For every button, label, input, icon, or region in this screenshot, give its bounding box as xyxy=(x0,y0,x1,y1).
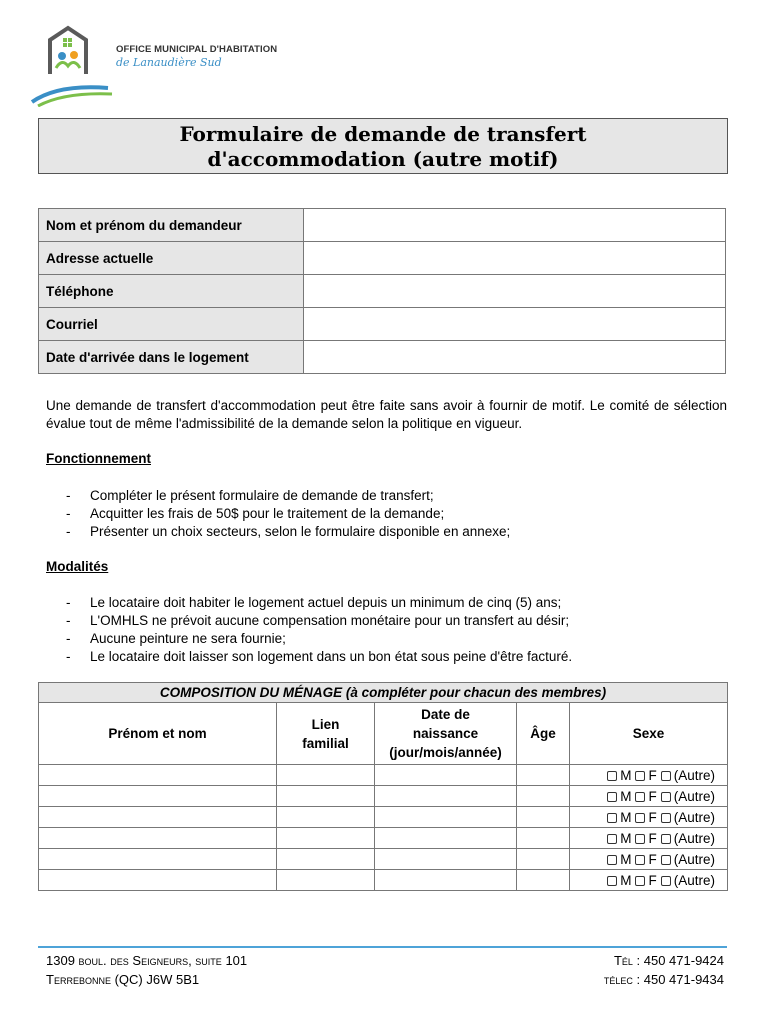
col-header-dob-l1: Date de xyxy=(421,707,470,722)
table-row xyxy=(39,308,726,341)
sex-option-label: F xyxy=(648,872,657,888)
list-item: - Acquitter les frais de 50$ pour le traitement de la demande; xyxy=(66,505,510,523)
applicant-info-table xyxy=(38,208,726,374)
member-age-cell[interactable] xyxy=(517,828,570,849)
org-name: OFFICE MUNICIPAL D'HABITATION xyxy=(116,44,278,55)
field-label: Nom et prénom du demandeur xyxy=(39,209,304,242)
sex-m-checkbox[interactable] xyxy=(607,771,617,781)
member-dob-cell[interactable] xyxy=(375,870,517,891)
member-age-cell[interactable] xyxy=(517,870,570,891)
sex-other-checkbox[interactable] xyxy=(661,834,671,844)
form-title-line1: Formulaire de demande de transfert xyxy=(179,122,587,146)
form-title-line2: d'accommodation (autre motif) xyxy=(207,147,559,171)
col-header-dob xyxy=(375,703,517,765)
list-item: - Présenter un choix secteurs, selon le formulaire disponible en annexe; xyxy=(66,523,510,541)
phone-field[interactable] xyxy=(304,275,726,308)
sex-f-checkbox[interactable] xyxy=(635,813,645,823)
address-street: boul. des Seigneurs, suite xyxy=(78,953,222,968)
member-relation-cell[interactable] xyxy=(277,807,375,828)
sex-option-label: M xyxy=(620,767,632,783)
arrival-date-field[interactable] xyxy=(304,341,726,374)
sex-other-checkbox[interactable] xyxy=(661,792,671,802)
household-caption: COMPOSITION DU MÉNAGE (à compléter pour chacun des membres) xyxy=(39,683,728,703)
sex-option-label: (Autre) xyxy=(673,788,715,804)
sex-option-label: F xyxy=(648,767,657,783)
table-row xyxy=(39,275,726,308)
sex-option-label: M xyxy=(620,872,632,888)
section-heading-modalites: Modalités xyxy=(46,559,109,574)
col-header-name: Prénom et nom xyxy=(39,703,277,765)
sex-m-checkbox[interactable] xyxy=(607,876,617,886)
phone-number: 450 471-9424 xyxy=(643,953,724,968)
sex-option-label: F xyxy=(648,788,657,804)
section-heading-fonctionnement: Fonctionnement xyxy=(46,451,151,466)
sex-option-label: M xyxy=(620,851,632,867)
sex-m-checkbox[interactable] xyxy=(607,792,617,802)
modalites-list xyxy=(66,594,572,666)
sex-option-label: M xyxy=(620,830,632,846)
member-relation-cell[interactable] xyxy=(277,828,375,849)
member-age-cell[interactable] xyxy=(517,786,570,807)
sex-f-checkbox[interactable] xyxy=(635,771,645,781)
member-name-cell[interactable] xyxy=(39,786,277,807)
member-age-cell[interactable] xyxy=(517,765,570,786)
member-name-cell[interactable] xyxy=(39,828,277,849)
phone-label: Tél : xyxy=(613,953,641,968)
member-sex-cell xyxy=(570,849,728,870)
footer-phone xyxy=(614,953,724,968)
footer-fax xyxy=(604,972,724,987)
address-number: 1309 xyxy=(46,953,75,968)
applicant-name-field[interactable] xyxy=(304,209,726,242)
sex-option-label: F xyxy=(648,830,657,846)
member-sex-cell xyxy=(570,870,728,891)
table-row xyxy=(39,341,726,374)
table-row xyxy=(39,849,728,870)
list-item: - Compléter le présent formulaire de demande de transfert; xyxy=(66,487,510,505)
table-row xyxy=(39,242,726,275)
form-title-box xyxy=(38,118,728,174)
table-row xyxy=(39,765,728,786)
fax-number: 450 471-9434 xyxy=(643,972,724,987)
col-header-relation-l1: Lien xyxy=(311,716,340,732)
intro-paragraph: Une demande de transfert d'accommodation peut être faite sans avoir à fournir de motif. Le comité de sélection évalue tout de même l'admissibilité de la demande selon la politique en vigueur. xyxy=(46,398,727,431)
sex-option-label: M xyxy=(620,809,632,825)
address-postal: (QC) J6W 5B1 xyxy=(114,972,200,987)
table-row xyxy=(39,807,728,828)
sex-option-label: F xyxy=(648,809,657,825)
email-field[interactable] xyxy=(304,308,726,341)
member-dob-cell[interactable] xyxy=(375,828,517,849)
address-city: Terrebonne xyxy=(46,972,111,987)
field-label: Courriel xyxy=(39,308,304,341)
col-header-dob-l2: naissance xyxy=(412,726,479,741)
sex-f-checkbox[interactable] xyxy=(635,876,645,886)
table-row xyxy=(39,870,728,891)
member-relation-cell[interactable] xyxy=(277,849,375,870)
member-sex-cell xyxy=(570,828,728,849)
sex-other-checkbox[interactable] xyxy=(661,855,671,865)
member-relation-cell[interactable] xyxy=(277,870,375,891)
field-label: Adresse actuelle xyxy=(39,242,304,275)
member-dob-cell[interactable] xyxy=(375,786,517,807)
footer-address-line1 xyxy=(46,953,247,968)
member-age-cell[interactable] xyxy=(517,807,570,828)
sex-m-checkbox[interactable] xyxy=(607,813,617,823)
member-relation-cell[interactable] xyxy=(277,786,375,807)
table-row xyxy=(39,828,728,849)
sex-option-label: F xyxy=(648,851,657,867)
member-age-cell[interactable] xyxy=(517,849,570,870)
sex-f-checkbox[interactable] xyxy=(635,834,645,844)
member-name-cell[interactable] xyxy=(39,807,277,828)
omh-logo xyxy=(28,22,118,107)
footer-divider xyxy=(38,946,727,948)
col-header-age: Âge xyxy=(517,703,570,765)
member-name-cell[interactable] xyxy=(39,765,277,786)
member-name-cell[interactable] xyxy=(39,849,277,870)
sex-option-label: (Autre) xyxy=(673,809,715,825)
sex-option-label: (Autre) xyxy=(673,830,715,846)
sex-other-checkbox[interactable] xyxy=(661,771,671,781)
sex-f-checkbox[interactable] xyxy=(635,855,645,865)
sex-m-checkbox[interactable] xyxy=(607,834,617,844)
list-item: - L'OMHLS ne prévoit aucune compensation monétaire pour un transfert au désir; xyxy=(66,612,572,630)
sex-option-label: (Autre) xyxy=(673,851,715,867)
member-sex-cell xyxy=(570,786,728,807)
sex-option-label: (Autre) xyxy=(673,872,715,888)
fax-label: télec : xyxy=(603,972,641,987)
sex-option-label: (Autre) xyxy=(673,767,715,783)
address-suite: 101 xyxy=(225,953,248,968)
list-item: - Aucune peinture ne sera fournie; xyxy=(66,630,572,648)
sex-other-checkbox[interactable] xyxy=(661,876,671,886)
sex-option-label: M xyxy=(620,788,632,804)
sex-f-checkbox[interactable] xyxy=(635,792,645,802)
fonctionnement-list xyxy=(66,487,510,541)
member-sex-cell xyxy=(570,765,728,786)
list-item: - Le locataire doit habiter le logement actuel depuis un minimum de cinq (5) ans; xyxy=(66,594,572,612)
col-header-relation xyxy=(277,703,375,765)
field-label: Date d'arrivée dans le logement xyxy=(39,341,304,374)
list-item: - Le locataire doit laisser son logement dans un bon état sous peine d'être facturé. xyxy=(66,648,572,666)
col-header-relation-l2: familial xyxy=(302,735,349,751)
member-dob-cell[interactable] xyxy=(375,807,517,828)
member-relation-cell[interactable] xyxy=(277,765,375,786)
member-dob-cell[interactable] xyxy=(375,765,517,786)
col-header-dob-l3: (jour/mois/année) xyxy=(389,745,502,760)
org-subtitle: de Lanaudière Sud xyxy=(116,56,222,69)
table-row xyxy=(39,209,726,242)
sex-other-checkbox[interactable] xyxy=(661,813,671,823)
sex-m-checkbox[interactable] xyxy=(607,855,617,865)
address-field[interactable] xyxy=(304,242,726,275)
table-row xyxy=(39,786,728,807)
col-header-sex: Sexe xyxy=(570,703,728,765)
field-label: Téléphone xyxy=(39,275,304,308)
footer-address-line2 xyxy=(46,972,199,987)
household-table xyxy=(38,682,728,891)
member-name-cell[interactable] xyxy=(39,870,277,891)
member-dob-cell[interactable] xyxy=(375,849,517,870)
member-sex-cell xyxy=(570,807,728,828)
